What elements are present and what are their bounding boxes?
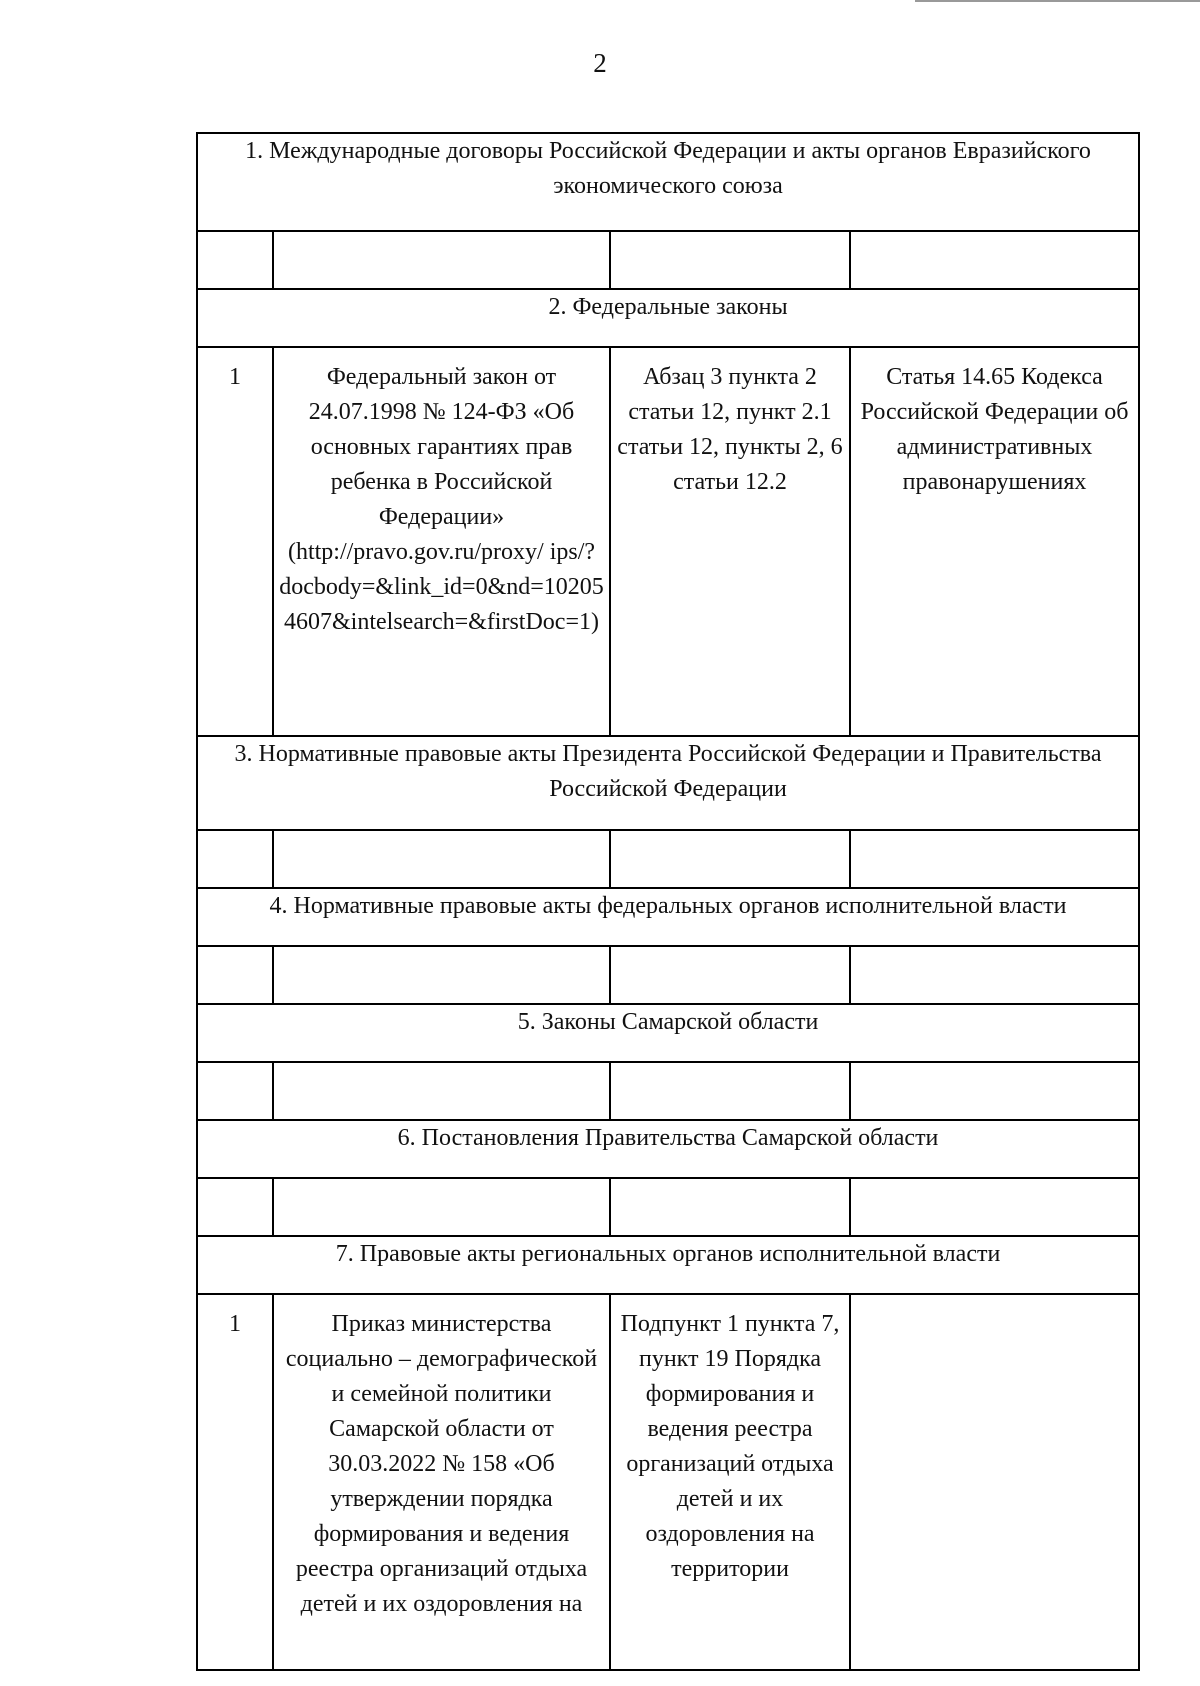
table-row	[197, 347, 1139, 736]
liability-cell	[850, 1294, 1139, 1670]
empty-cell	[610, 946, 850, 1004]
section-header-row-2	[197, 289, 1139, 347]
empty-cell	[850, 1062, 1139, 1120]
row-number: 1	[197, 347, 273, 736]
section-header-row-7	[197, 1236, 1139, 1294]
provisions-cell: Абзац 3 пункта 2 статьи 12, пункт 2.1 статьи 12, пункты 2, 6 статьи 12.2	[610, 347, 850, 736]
section-title-7: 7. Правовые акты региональных органов исполнительной власти	[197, 1236, 1139, 1294]
empty-row-5	[197, 1062, 1139, 1120]
empty-row-6	[197, 1178, 1139, 1236]
section-title-4: 4. Нормативные правовые акты федеральных органов исполнительной власти	[197, 888, 1139, 946]
empty-cell	[273, 1062, 610, 1120]
empty-cell	[850, 1178, 1139, 1236]
empty-cell	[273, 830, 610, 888]
empty-cell	[197, 946, 273, 1004]
empty-cell	[610, 830, 850, 888]
scan-artifact-line	[915, 0, 1200, 2]
empty-cell	[197, 830, 273, 888]
empty-cell	[850, 231, 1139, 289]
act-cell: Приказ министерства социально – демографической и семейной политики Самарской области от 30.03.2022 № 158 «Об утверждении порядка формирования и ведения реестра организаций отдыха детей и их оздоровления на	[273, 1294, 610, 1670]
section-header-row-3	[197, 736, 1139, 830]
empty-cell	[610, 1178, 850, 1236]
section-title-6: 6. Постановления Правительства Самарской области	[197, 1120, 1139, 1178]
empty-cell	[610, 1062, 850, 1120]
empty-cell	[273, 231, 610, 289]
empty-cell	[273, 1178, 610, 1236]
empty-cell	[197, 231, 273, 289]
section-title-5: 5. Законы Самарской области	[197, 1004, 1139, 1062]
empty-row-1	[197, 231, 1139, 289]
empty-row-3	[197, 830, 1139, 888]
empty-cell	[197, 1178, 273, 1236]
section-title-1: 1. Международные договоры Российской Федерации и акты органов Евразийского экономического союза	[197, 133, 1139, 231]
section-header-row-5	[197, 1004, 1139, 1062]
empty-cell	[273, 946, 610, 1004]
legal-acts-table	[196, 132, 1140, 1671]
section-header-row-4	[197, 888, 1139, 946]
row-number: 1	[197, 1294, 273, 1670]
empty-cell	[850, 946, 1139, 1004]
section-title-3: 3. Нормативные правовые акты Президента Российской Федерации и Правительства Российской Федерации	[197, 736, 1139, 830]
empty-cell	[850, 830, 1139, 888]
table-row	[197, 1294, 1139, 1670]
empty-cell	[610, 231, 850, 289]
section-header-row-1	[197, 133, 1139, 231]
section-header-row-6	[197, 1120, 1139, 1178]
empty-row-4	[197, 946, 1139, 1004]
page-number: 2	[593, 48, 607, 78]
provisions-cell: Подпункт 1 пункта 7, пункт 19 Порядка формирования и ведения реестра организаций отдыха детей и их оздоровления на территории	[610, 1294, 850, 1670]
act-cell: Федеральный закон от 24.07.1998 № 124-ФЗ «Об основных гарантиях прав ребенка в Российской Федерации» (http://pravo.gov.ru/proxy/ ips/?docbody=&link_id=0&nd=102054607&intelsearch=&firstDoc=1)	[273, 347, 610, 736]
empty-cell	[197, 1062, 273, 1120]
section-title-2: 2. Федеральные законы	[197, 289, 1139, 347]
liability-cell: Статья 14.65 Кодекса Российской Федерации об административных правонарушениях	[850, 347, 1139, 736]
